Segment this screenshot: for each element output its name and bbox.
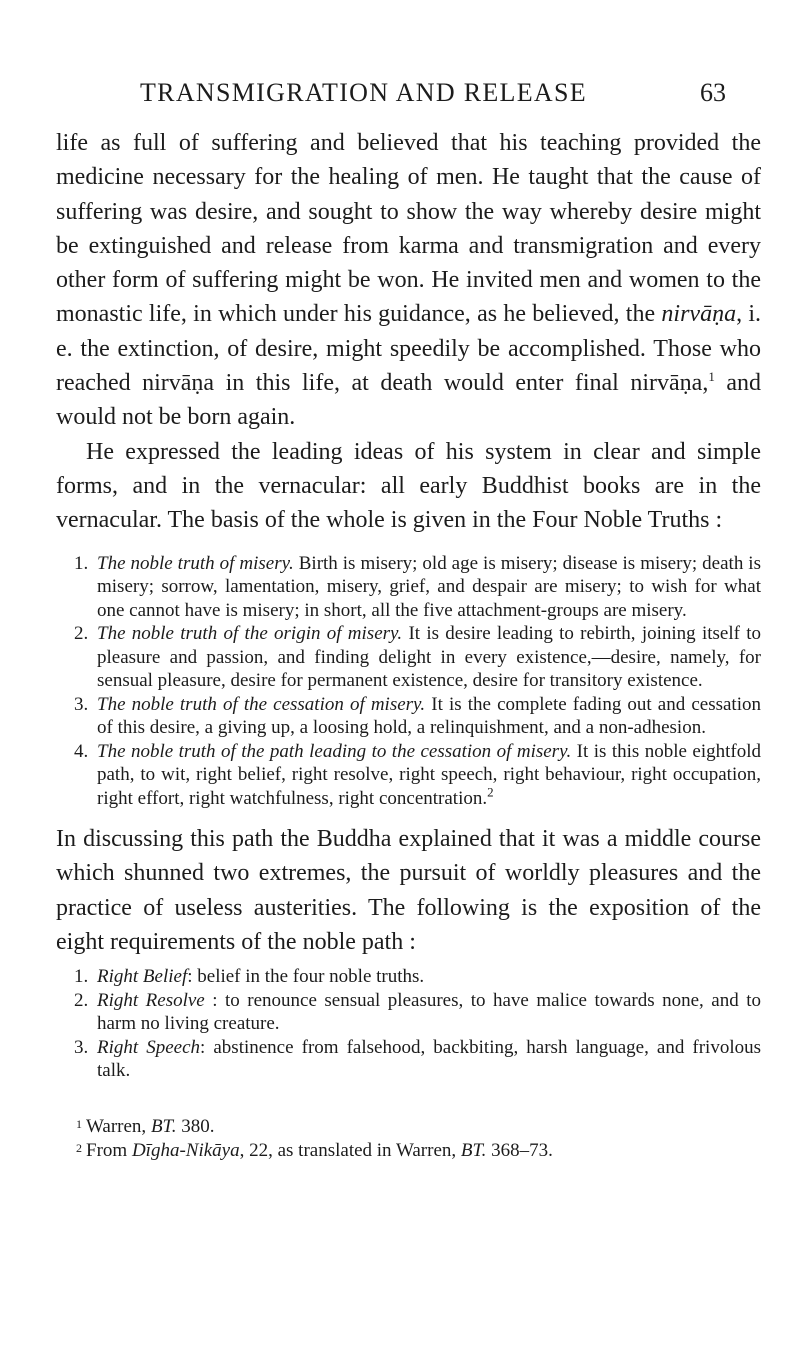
truth-title: The noble truth of the origin of misery. xyxy=(97,623,403,645)
truth-text: It is the complete fading out and cessation of this desire, a giving up, a loosing hold, a relinquishment, and a non-adhesion. xyxy=(97,693,761,739)
item-number: 2. xyxy=(74,623,89,645)
requirement-text: : belief in the four noble truths. xyxy=(187,966,425,988)
paragraph-1-text-b: , i. e. the extinction, of desire, might speedily be accomplished. Those who reached nirvāṇa in this life, at death would enter final nirvāṇa, xyxy=(56,301,762,397)
requirement-text: : abstinence from falsehood, backbiting, harsh language, and frivolous talk. xyxy=(97,1036,761,1082)
truth-item xyxy=(56,740,761,811)
footnote-text: 368–73. xyxy=(486,1139,553,1161)
requirement-item xyxy=(56,1036,761,1083)
item-number: 3. xyxy=(74,693,89,715)
footnote-abbrev: BT. xyxy=(460,1139,487,1161)
footnote-text: , 22, as translated in Warren, xyxy=(239,1139,461,1161)
footnote-2 xyxy=(56,1139,761,1163)
footnote-text: From xyxy=(86,1139,132,1161)
item-number: 1. xyxy=(74,966,89,988)
footnote-source: Dīgha-Nikāya xyxy=(131,1139,240,1161)
term-nirvana: nirvāṇa xyxy=(661,301,737,328)
truth-text: It is this noble eightfold path, to wit, right belief, right resolve, right speech, right behaviour, right occupation, right effort, right watchfulness, right concentration. xyxy=(97,740,761,809)
requirement-title: Right Speech xyxy=(97,1036,201,1058)
footnotes xyxy=(56,1115,761,1163)
footnote-ref-1: 1 xyxy=(708,369,715,385)
requirement-item xyxy=(56,989,761,1036)
requirement-text: : to renounce sensual pleasures, to have malice towards none, and to harm no living creature. xyxy=(97,989,761,1035)
footnote-mark: 2 xyxy=(76,1140,82,1155)
paragraph-3: In discussing this path the Buddha explained that it was a middle course which shunned two extremes, the pursuit of worldly pleasures and the practice of useless austerities. The following is the exposition of the eight requirements of the noble path : xyxy=(56,826,761,955)
footnote-abbrev: BT. xyxy=(150,1115,177,1137)
truth-title: The noble truth of the path leading to the cessation of misery. xyxy=(97,740,572,762)
requirement-title: Right Belief xyxy=(97,966,188,988)
running-header: TRANSMIGRATION AND RELEASE xyxy=(140,78,587,107)
truth-text: It is desire leading to rebirth, joining itself to pleasure and passion, and finding delight in every existence,—desire, namely, for sensual pleasure, desire for permanent existence, desire for transitory existence. xyxy=(97,623,761,692)
footnote-mark: 1 xyxy=(76,1116,82,1131)
truth-item xyxy=(56,552,761,623)
noble-truths-list xyxy=(56,552,761,811)
truth-title: The noble truth of misery. xyxy=(97,552,294,574)
item-number: 2. xyxy=(74,989,89,1011)
footnote-text: Warren, xyxy=(86,1115,151,1137)
truth-title: The noble truth of the cessation of misery. xyxy=(97,693,426,715)
requirement-item xyxy=(56,965,761,989)
paragraph-1-text-c: and would not be born again. xyxy=(56,370,762,431)
truth-text: Birth is misery; old age is misery; disease is misery; death is misery; sorrow, lamentation, misery, grief, and despair are misery; to wish for what one cannot have is misery; in short, all the five attachment-groups are misery. xyxy=(97,552,761,621)
footnote-ref-2: 2 xyxy=(487,784,494,800)
footnote-text: 380. xyxy=(176,1115,215,1137)
requirement-title: Right Resolve xyxy=(97,989,205,1011)
item-number: 4. xyxy=(74,740,89,762)
truth-item xyxy=(56,693,761,740)
item-number: 1. xyxy=(74,552,89,574)
paragraph-1 xyxy=(56,126,761,435)
page-number: 63 xyxy=(700,78,726,107)
page-body xyxy=(56,126,761,1163)
paragraph-1-text-a: life as full of suffering and believed that his teaching provided the medicine necessary for the healing of men. He taught that the cause of suffering was desire, and sought to show the way whereby desire might be extinguished and release from karma and transmigration and every other form of suffering might be won. He invited men and women to the monastic life, in which under his guidance, as he believed, the xyxy=(56,130,761,328)
item-number: 3. xyxy=(74,1036,89,1058)
truth-item xyxy=(56,622,761,693)
paragraph-2: He expressed the leading ideas of his system in clear and simple forms, and in the vernacular: all early Buddhist books are in the vernacular. The basis of the whole is given in the Four Noble Truths : xyxy=(56,438,761,534)
footnote-1 xyxy=(56,1115,761,1139)
requirements-list xyxy=(56,965,761,1083)
